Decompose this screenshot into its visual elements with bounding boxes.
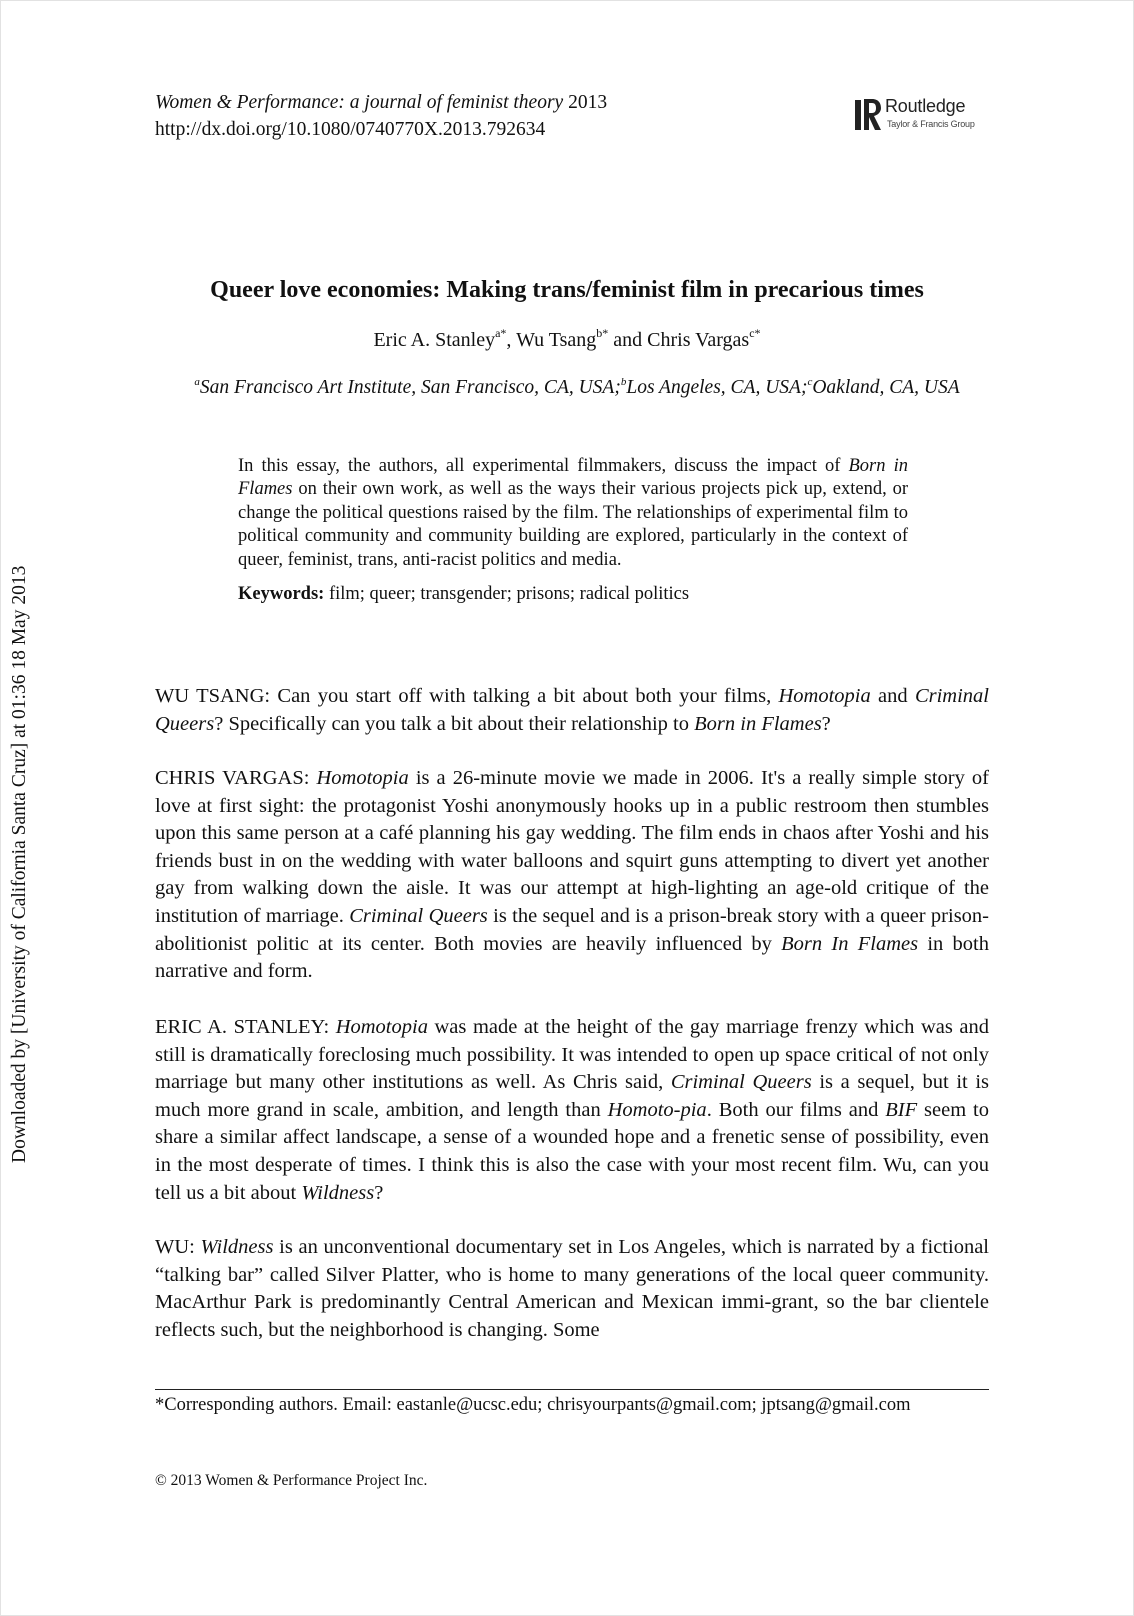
- text-run: WU:: [155, 1236, 201, 1258]
- author-sup: b*: [596, 326, 609, 340]
- text-run: ?: [374, 1181, 384, 1204]
- body-paragraph: [155, 1014, 989, 1207]
- italic-text: Homotopia: [316, 767, 409, 789]
- text-run: . Both our films and: [706, 1098, 886, 1121]
- body-paragraph: [155, 1234, 989, 1344]
- text-run: is an unconventional documentary set in Los Angeles, which is narrated by a fictional “talking bar” called Silver Platter, who is home to many generations of the local queer community. MacArthur Park is predominantly Central American and Mexican immi-grant, so the bar clientele reflects such, but the neighborhood is changing. Some: [155, 1236, 989, 1341]
- italic-text: Born in Flames: [694, 712, 822, 735]
- text-run: in both narrative and form.: [155, 932, 989, 983]
- italic-text: Homotopia: [335, 1016, 428, 1038]
- affiliation: San Francisco Art Institute, San Francisco, CA, USA;: [199, 377, 621, 398]
- italic-text: Wildness: [301, 1181, 375, 1204]
- keywords-label: Keywords:: [238, 584, 325, 604]
- author-sup: a*: [495, 326, 507, 340]
- keywords-list: film; queer; transgender; prisons; radical politics: [324, 584, 690, 604]
- author-sup: c*: [749, 326, 761, 340]
- body-paragraph: [155, 683, 989, 738]
- text-run: and: [870, 685, 915, 707]
- italic-text: Criminal Queers: [349, 904, 488, 927]
- italic-text: Criminal Queers: [155, 685, 989, 735]
- text-run: on their own work, as well as the ways their various projects pick up, extend, or change the political questions raised by the film. The relationships of experimental film to political community and community building are explored, particularly in the context of queer, feminist, trans, anti-racist politics and media.: [238, 479, 908, 570]
- text-run: was made at the height of the gay marriage frenzy which was and still is dramatically foreclosing much possibility. It was intended to open up space critical of not only marriage but many other institutions as well. As Chris said,: [155, 1016, 989, 1094]
- text-run: is a sequel, but it is much more grand in scale, ambition, and length than: [155, 1071, 990, 1121]
- text-run: is a 26-minute movie we made in 2006. It's a really simple story of love at first sight: the protagonist Yoshi anonymously hooks up in a public restroom then stumbles upon this same person at a café planning his gay wedding. The film ends in chaos after Yoshi and his friends bust in on the wedding with water balloons and squirt guns attempting to divert yet another gay from walking down the aisle. It was our attempt at high-lighting an age-old critique of the institution of marriage.: [155, 767, 990, 927]
- copyright: © 2013 Women & Performance Project Inc.: [155, 1472, 428, 1489]
- body-paragraph: [155, 765, 989, 986]
- article-title: Queer love economies: Making trans/feminist film in precarious times: [210, 277, 924, 303]
- text-run: ? Specifically can you talk a bit about their relationship to: [214, 712, 695, 735]
- text-run: CHRIS VARGAS:: [155, 767, 317, 789]
- publisher-name: Routledge: [885, 96, 966, 116]
- affiliation-sup: a: [194, 376, 200, 388]
- italic-text: Born in Flames: [238, 456, 909, 500]
- italic-text: BIF: [885, 1098, 918, 1121]
- text-run: ?: [821, 712, 831, 735]
- journal-header: [155, 89, 607, 143]
- author-separator: and: [608, 329, 648, 351]
- text-run: In this essay, the authors, all experimental filmmakers, discuss the impact of: [238, 456, 849, 476]
- text-run: seem to share a similar affect landscape, a sense of a wounded hope and a frenetic sense of possibility, even in the most desperate of times. I think this is also the case with your most recent film. Wu, can you tell us a bit about: [155, 1098, 989, 1204]
- author-name: Chris Vargas: [647, 329, 750, 351]
- italic-text: Criminal Queers: [670, 1071, 812, 1094]
- italic-text: Born In Flames: [781, 932, 919, 955]
- affiliation: Los Angeles, CA, USA;: [626, 377, 808, 398]
- publisher-logo: [855, 96, 995, 136]
- journal-title: Women & Performance: a journal of feminist theory: [155, 92, 564, 113]
- italic-text: Homotopia: [778, 685, 871, 707]
- routledge-logo-icon: [855, 96, 883, 134]
- text-run: ERIC A. STANLEY:: [155, 1016, 336, 1038]
- author-name: Wu Tsang: [516, 329, 597, 351]
- italic-text: Homoto-pia: [607, 1098, 707, 1121]
- text-run: WU TSANG: Can you start off with talking a bit about both your films,: [155, 685, 779, 707]
- italic-text: Wildness: [200, 1236, 274, 1258]
- publisher-subtitle: Taylor & Francis Group: [887, 119, 975, 129]
- text-run: is the sequel and is a prison-break story with a queer prison-abolitionist politic at its center. Both movies are heavily influenced by: [155, 904, 989, 955]
- footnote: *Corresponding authors. Email: eastanle@ucsc.edu; chrisyourpants@gmail.com; jptsang@gmail.com: [155, 1395, 911, 1415]
- affiliation-sup: b: [620, 376, 627, 388]
- author-separator: ,: [506, 329, 517, 351]
- footnote-rule: [155, 1389, 989, 1390]
- affiliation-sup: c: [807, 376, 813, 388]
- download-watermark: Downloaded by [University of California Santa Cruz] at 01:36 18 May 2013: [9, 565, 30, 1163]
- affiliations: [152, 376, 1002, 399]
- doi-link[interactable]: http://dx.doi.org/10.1080/0740770X.2013.792634: [155, 119, 546, 140]
- journal-year: 2013: [563, 92, 608, 113]
- keywords: [238, 583, 908, 606]
- author-name: Eric A. Stanley: [373, 329, 496, 351]
- abstract: [238, 455, 908, 572]
- author-list: [110, 326, 1024, 352]
- affiliation: Oakland, CA, USA: [812, 377, 960, 398]
